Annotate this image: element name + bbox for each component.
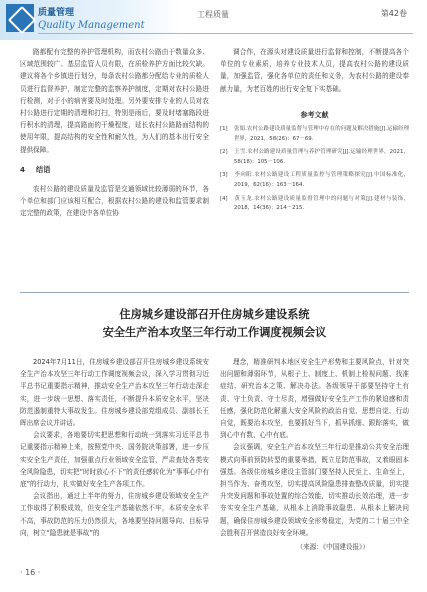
body-paragraph: 调合作，在源头对建设质量进行监督和控制，不断提高各个单位的专业素质，培养专业技术人员，提高农村公路的建设质量，加强监管，强化各单位的责任和义务，为农村公路的建设奉献力量，为老百姓的出行安全复下实基础。 — [220, 48, 409, 93]
article-paragraph: 2024年7月11日，住房城乡建设部召开住房城乡建设系统安全生产治本攻坚三年行动工作调度视频会议，深入学习贯彻习近平总书记重要指示精神，推动安全生产治本攻坚三年行动走深走实，进一步统一思想、落实责任，不断提升本质安全水平，坚决防范遏制重特大事故发生。住房城乡建设部党组成员、副部长王晖出席会议并讲话。 — [20, 358, 209, 428]
article-title-line: 住房城乡建设部召开住房城乡建设系统 — [119, 308, 310, 321]
article-paragraph: 理念，精准研判本地区安全生产形势和主要风险点，针对突出问题和薄弱环节，从根子上、制度上、机制上检视问题、找准症结、研究治本之策、解决办法。各级领导干部要坚持守土有责、守土负责、守土尽责，增强做好安全生产工作的紧迫感和责任感，强化防范化解重大安全风险的政治自觉、思想自觉、行动自觉，既要治本攻坚，也要抓好当下，抓早抓细、跟踪落实，做到心中有数、心中有底。 — [220, 358, 409, 440]
page-header — [0, 0, 427, 40]
reference-index: [4] — [220, 195, 228, 202]
article-paragraph: 会议强调，安全生产治本攻坚三年行动是推动公共安全治理模式向事前预防转型的重要举措，既立足防范事故，又着眼固本强基。各级住房城乡建设主管部门要坚持人民至上、生命至上，担当作为、奋勇攻坚，切实提高风险隐患排查整改质量，切实提升突发问题和事故处置的综合效能，切实推动长效治理，进一步夯实安全生产基础，从根本上消除事故隐患、从根本上解决问题，确保住房城乡建设领域安全形势稳定，为党的二十届三中全会胜利召开营造良好安全环境。 — [220, 443, 409, 537]
article-paragraph: 会议指出，通过上半年的努力，住房城乡建设领域安全生产工作取得了积极成效，但安全生产基础依然不牢，本质安全水平不高，事故防范的压力仍然很大，各地要坚持问题导向、目标导向，树立“隐患就是事故”的 — [20, 492, 209, 537]
article-left-column — [20, 356, 209, 539]
journal-logo-icon — [6, 4, 34, 32]
section-label: 工程质量 — [197, 10, 229, 19]
reference-item — [220, 148, 409, 167]
body-paragraph: 路都配有完整的养护管理机构，而农村公路由于数量众多、区域范围较广、基层监管人员有限，在质检养护方面比较欠缺。建议将各个乡镇进行划分，每条农村公路都分配给专业的质检人员进行监督养护，制定完整的监察养护制度，定期对农村公路进行检测，对于小的病害要及时处理。另外要安排专业的人员对农村公路进行定期的清理和打扫，特别是雨后，要及时堵塞路段进行积水的清理，提高路面的干燥程度，延长农村公路路面结构的使用年限，提高结构的安全性和耐久性，为人们的基本出行安全提供保障。 — [20, 48, 209, 154]
reference-text: 黄玉龙.农村公路建设质量监督管理中的问题与对策[J].建材与装饰，2018，14(36)：214－215. — [234, 195, 409, 212]
body-paragraph: 农村公路的建设质量及监管是交通领域比较薄弱的环节，各个单位和部门应该相互配合，根据农村公路的建设和监管要求制定完整的政策，在建设中各单位协 — [20, 185, 209, 218]
top-left-column — [20, 46, 209, 220]
reference-item — [220, 125, 409, 144]
volume-label: 第42卷 — [380, 9, 407, 18]
page-number: · 16 · — [20, 568, 41, 577]
section-heading — [20, 164, 209, 176]
reference-item — [220, 195, 409, 214]
reference-text: 王雪.农村公路建设质量管理与养护管理研究[J].运输经理世界，2021，58(18)：105－106. — [234, 149, 409, 165]
reference-index: [3] — [220, 172, 228, 179]
journal-title-cn: 质量管理 — [38, 8, 75, 18]
article-divider — [20, 292, 409, 293]
section-title: 结语 — [36, 164, 51, 174]
reference-index: [1] — [220, 126, 228, 133]
reference-text: 张娟.农村公路建设质量监督与管理中存在的问题及解决措施[J].运输经理世界，2021，58(26)：67－69. — [234, 126, 409, 142]
article-paragraph: 会议要求，各地要切实把思想和行动统一到落实习近平总书记重要指示精神上来，按照党中央、国务院决策部署，进一步压实安全生产责任，加强重点行业领域安全监管，严肃查处各类安全风险隐患，切实把“时时放心不下”的责任感转化为“事事心中有底”的行动力，扎实做好安全生产各项工作。 — [20, 431, 209, 489]
article-source: （来源：《中国建设报》） — [296, 543, 369, 552]
reference-index: [2] — [220, 149, 228, 156]
header-rule — [38, 33, 413, 34]
article-right-column — [220, 356, 409, 553]
reference-item — [220, 171, 409, 190]
article-title — [20, 306, 409, 342]
section-number: 4 — [20, 164, 26, 174]
top-right-column — [220, 46, 409, 218]
article-title-line: 安全生产治本攻坚三年行动工作调度视频会议 — [102, 326, 327, 339]
references-title: 参考文献 — [300, 110, 329, 119]
journal-title-en: Quality Management — [38, 20, 145, 31]
reference-text: 李向阳.农村公路建设工程质量监控与管理策略探究[J].中国标准化，2019，62(16)：163－164. — [234, 172, 409, 188]
